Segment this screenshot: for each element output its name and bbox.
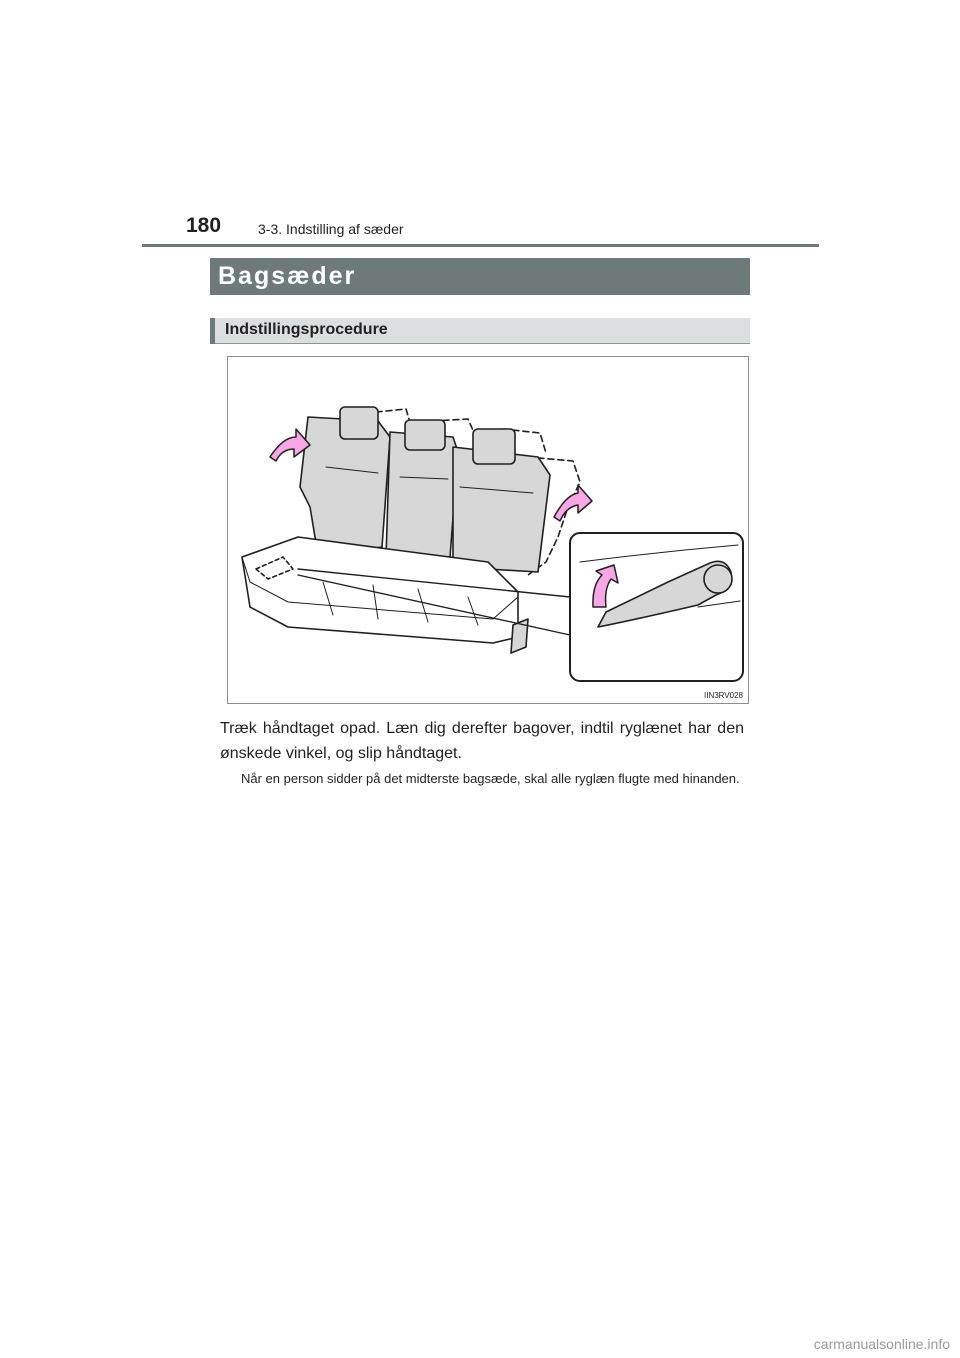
seat-drawing (228, 357, 748, 703)
page-title: Bagsæder (218, 262, 357, 290)
header-rule (142, 244, 819, 247)
center-headrest (405, 420, 445, 450)
section-path: 3-3. Indstilling af sæder (258, 221, 404, 237)
recline-arrow-right-icon (554, 485, 592, 521)
right-seatback (453, 447, 550, 572)
figure-code: IIN3RV028 (704, 691, 743, 700)
left-headrest (340, 407, 378, 439)
page-number: 180 (186, 214, 222, 237)
section-subtitle: Indstillingsprocedure (225, 321, 388, 338)
title-bar (210, 258, 750, 295)
instruction-text: Træk håndtaget opad. Læn dig derefter bagover, indtil ryglænet har den ønskede vinkel, og slip håndtaget. (220, 720, 744, 762)
right-headrest (473, 429, 515, 464)
subtitle-bar (210, 318, 750, 344)
watermark: carmanualsonline.info (813, 1336, 950, 1352)
note-text: Når en person sidder på det midterste bagsæde, skal alle ryglæn flugte med hinanden. (241, 771, 740, 786)
seat-illustration (227, 356, 749, 704)
subtitle-accent (210, 318, 215, 344)
